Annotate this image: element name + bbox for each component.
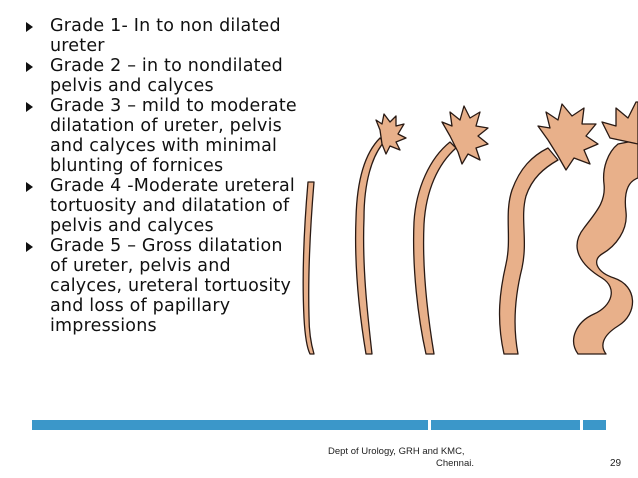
bullet-arrow-icon (26, 182, 33, 192)
grade-list (24, 16, 304, 336)
footer-line-2: Chennai. (435, 458, 474, 469)
grade-text: Grade 3 – mild to moderate dilatation of ureter, pelvis and calyces with minimal blunting of fornices (50, 96, 297, 176)
footer-line-1: Dept of Urology, GRH and KMC, (328, 446, 465, 457)
grade-1-ureter (303, 182, 314, 354)
bullet-arrow-icon (26, 242, 33, 252)
grade-text: Grade 1- In to non dilated ureter (50, 16, 281, 56)
rule-divider (580, 420, 583, 430)
footer-text (328, 446, 478, 470)
reflux-grades-figure (300, 78, 638, 355)
grade-item (24, 176, 304, 236)
grade-item (24, 96, 304, 176)
grade-3-kidney (414, 106, 488, 354)
grade-item (24, 16, 304, 56)
bullet-arrow-icon (26, 22, 33, 32)
bullet-arrow-icon (26, 62, 33, 72)
grade-2-kidney (356, 114, 406, 354)
page-number: 29 (610, 458, 622, 469)
grade-item (24, 56, 304, 96)
grade-text: Grade 5 – Gross dilatation of ureter, pelvis and calyces, ureteral tortuosity and loss of papillary impressions (50, 236, 292, 336)
bullet-arrow-icon (26, 102, 33, 112)
footer-rule (32, 420, 606, 430)
grade-item (24, 236, 304, 336)
grade-text: Grade 2 – in to nondilated pelvis and calyces (50, 56, 283, 96)
rule-divider (428, 420, 431, 430)
grade-text: Grade 4 -Moderate ureteral tortuosity and dilatation of pelvis and calyces (50, 176, 295, 236)
